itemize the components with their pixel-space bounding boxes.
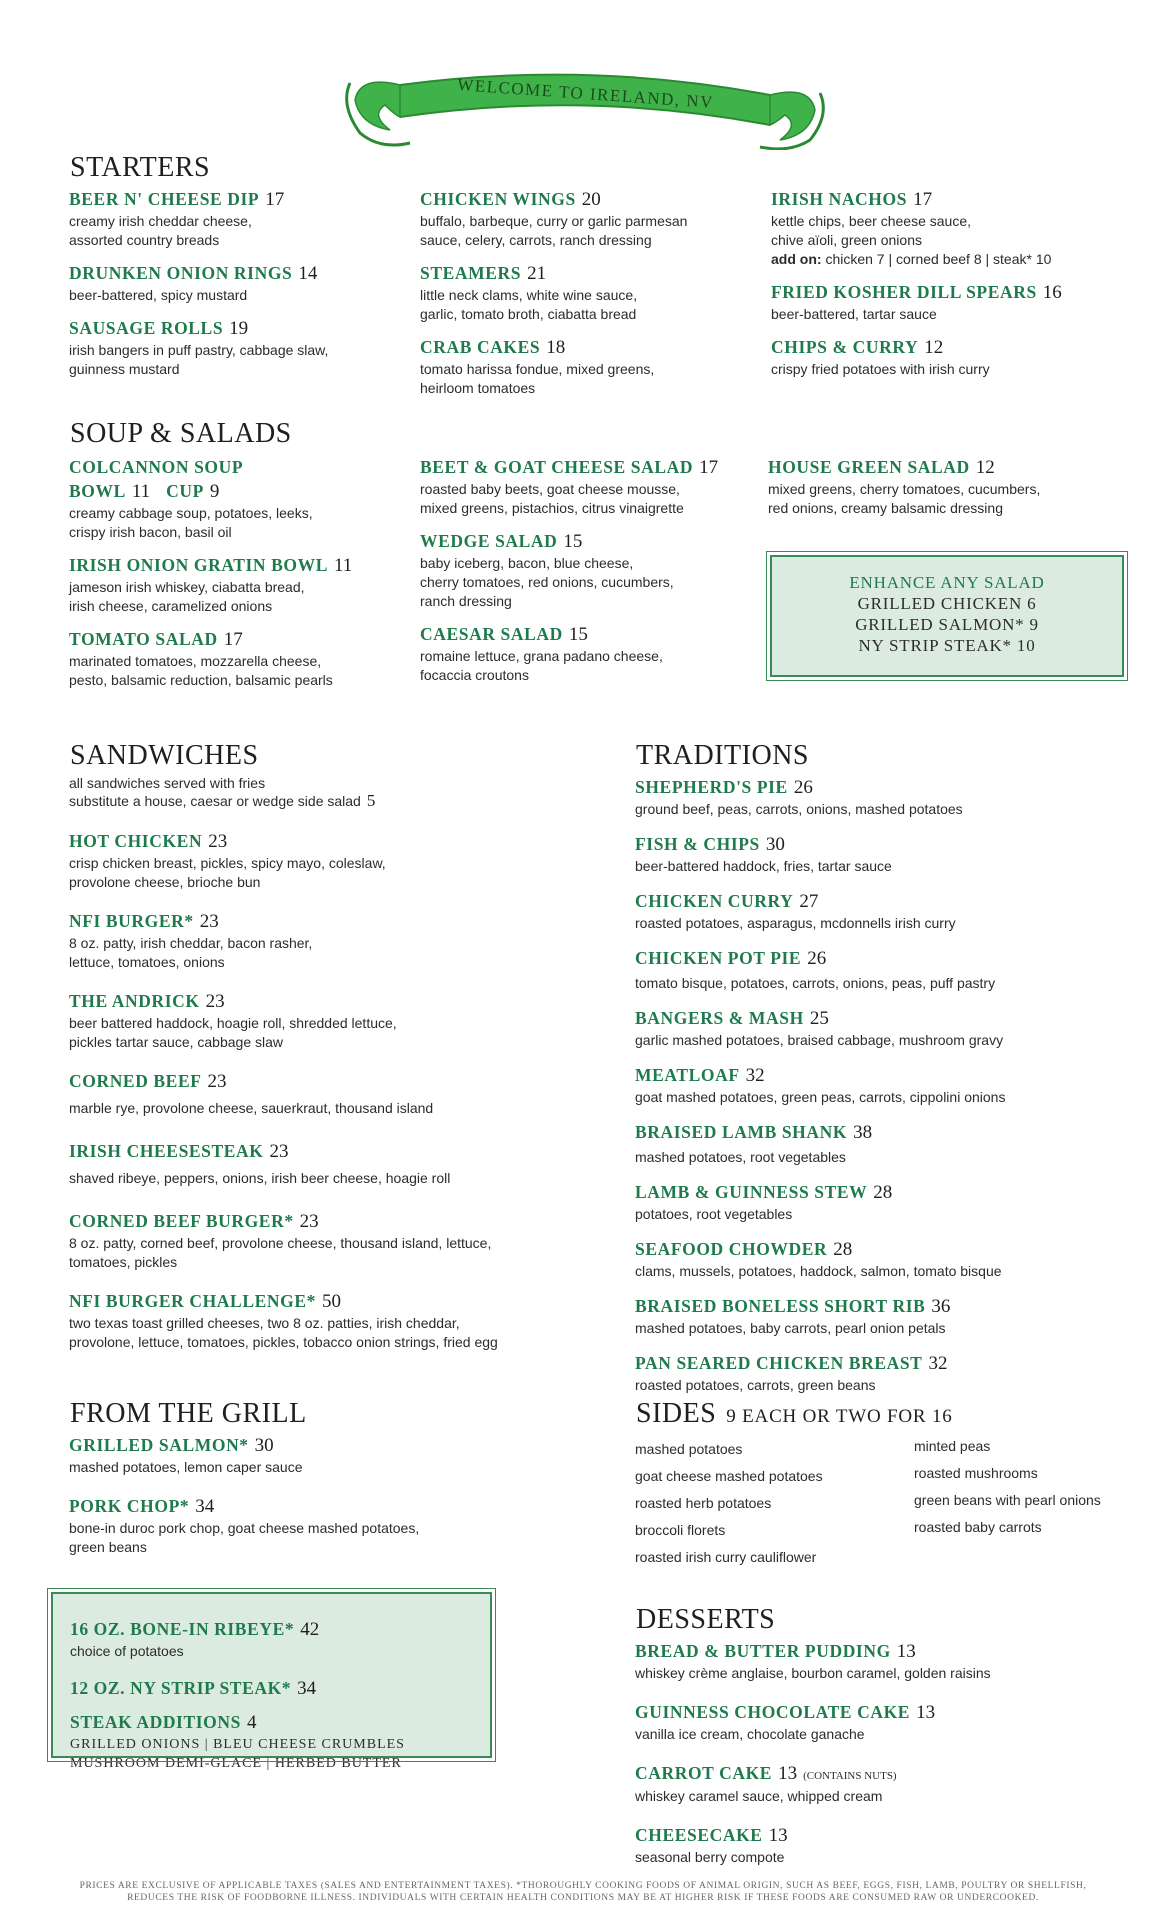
item-desc: goat mashed potatoes, green peas, carrots, cippolini onions — [635, 1089, 1006, 1105]
menu-item — [635, 947, 1135, 993]
menu-item — [635, 1640, 1135, 1683]
menu-item — [69, 628, 399, 690]
menu-item — [771, 336, 1131, 379]
item-name: BEER N' CHEESE DIP — [69, 189, 260, 209]
menu-item — [635, 1762, 1135, 1806]
menu-item — [69, 910, 589, 972]
side-item: mashed potatoes — [635, 1441, 743, 1457]
menu-item — [69, 262, 389, 305]
sandwiches-substitute-note: substitute a house, caesar or wedge side salad — [69, 793, 361, 809]
sandwiches-note: all sandwiches served with fries — [69, 775, 266, 791]
item-name: HOUSE GREEN SALAD — [768, 457, 970, 477]
item-price: 36 — [931, 1296, 951, 1317]
item-price: 17 — [699, 457, 719, 478]
item-desc: seasonal berry compote — [635, 1849, 785, 1865]
desserts-title: DESSERTS — [636, 1604, 776, 1635]
item-name: CORNED BEEF — [69, 1071, 202, 1091]
item-desc: cherry tomatoes, red onions, cucumbers, — [420, 574, 674, 590]
item-price: 26 — [793, 777, 813, 798]
item-price: 50 — [321, 1291, 341, 1312]
item-desc: whiskey caramel sauce, whipped cream — [635, 1788, 883, 1804]
item-name: NFI BURGER CHALLENGE* — [69, 1291, 316, 1311]
item-name: FISH & CHIPS — [635, 834, 760, 854]
strip-steak-price: 34 — [297, 1678, 317, 1699]
menu-item — [635, 1295, 1135, 1338]
welcome-banner — [340, 55, 830, 150]
item-name: BRAISED LAMB SHANK — [635, 1122, 848, 1142]
item-name: BEET & GOAT CHEESE SALAD — [420, 457, 694, 477]
sandwiches-list — [69, 830, 589, 1364]
item-desc: bone-in duroc pork chop, goat cheese mashed potatoes, — [69, 1520, 420, 1536]
item-price: 23 — [207, 1071, 227, 1092]
item-desc: beer-battered haddock, fries, tartar sauce — [635, 858, 892, 874]
item-desc: baby iceberg, bacon, blue cheese, — [420, 555, 634, 571]
item-price: 25 — [809, 1008, 829, 1029]
menu-item — [635, 1007, 1135, 1050]
sandwiches-title: SANDWICHES — [70, 740, 259, 771]
menu-item — [69, 317, 389, 379]
item-name: TOMATO SALAD — [69, 629, 218, 649]
menu-item — [635, 1064, 1135, 1107]
item-price: 16 — [1042, 282, 1062, 303]
item-name: HOT CHICKEN — [69, 831, 203, 851]
item-name: CORNED BEEF BURGER* — [69, 1211, 294, 1231]
item-name: GUINNESS CHOCOLATE CAKE — [635, 1702, 911, 1722]
item-desc: 8 oz. patty, irish cheddar, bacon rasher, — [69, 935, 313, 951]
item-price: 27 — [799, 891, 819, 912]
menu-item — [420, 336, 760, 398]
cup-price: 9 — [209, 481, 220, 502]
item-desc: romaine lettuce, grana padano cheese, — [420, 648, 663, 664]
item-desc: pesto, balsamic reduction, balsamic pearls — [69, 672, 333, 688]
soups-col-1 — [69, 456, 399, 702]
item-name: CRAB CAKES — [420, 337, 541, 357]
item-desc: little neck clams, white wine sauce, — [420, 287, 638, 303]
item-price: 15 — [563, 531, 583, 552]
menu-item — [69, 1495, 569, 1557]
item-desc: tomato harissa fondue, mixed greens, — [420, 361, 655, 377]
item-desc: provolone cheese, brioche bun — [69, 874, 261, 890]
item-desc: 8 oz. patty, corned beef, provolone cheese, thousand island, lettuce, — [69, 1235, 492, 1251]
item-name: SEAFOOD CHOWDER — [635, 1239, 828, 1259]
item-name: IRISH NACHOS — [771, 189, 908, 209]
soups-col-3 — [768, 456, 1128, 530]
enhance-option: NY STRIP STEAK* 10 — [858, 636, 1036, 655]
starters-col-3 — [771, 188, 1131, 391]
enhance-option: GRILLED SALMON* 9 — [855, 615, 1039, 634]
menu-item — [69, 1210, 589, 1272]
item-price: 28 — [873, 1182, 893, 1203]
sides-col-1 — [635, 1436, 885, 1571]
item-desc: mashed potatoes, baby carrots, pearl onion petals — [635, 1320, 946, 1336]
item-desc: whiskey crème anglaise, bourbon caramel, golden raisins — [635, 1665, 991, 1681]
item-desc: creamy irish cheddar cheese, — [69, 213, 252, 229]
steak-additions-name: STEAK ADDITIONS — [70, 1712, 241, 1732]
starters-col-2 — [420, 188, 760, 410]
contains-nuts-note: (CONTAINS NUTS) — [803, 1770, 897, 1782]
item-desc: mixed greens, cherry tomatoes, cucumbers, — [768, 481, 1041, 497]
menu-item — [69, 1290, 589, 1352]
item-price: 13 — [778, 1763, 798, 1784]
item-name: IRISH ONION GRATIN BOWL — [69, 555, 329, 575]
item-price: 23 — [205, 991, 225, 1012]
menu-item — [635, 1238, 1135, 1281]
menu-item — [420, 623, 760, 685]
item-price: 23 — [299, 1211, 319, 1232]
menu-item — [635, 1824, 1135, 1867]
item-name: BREAD & BUTTER PUDDING — [635, 1641, 891, 1661]
grill-list — [69, 1434, 569, 1569]
item-desc: tomatoes, pickles — [69, 1254, 178, 1270]
side-item: minted peas — [914, 1438, 991, 1454]
item-name: GRILLED SALMON* — [69, 1435, 249, 1455]
item-desc: potatoes, root vegetables — [635, 1206, 793, 1222]
starters-col-1 — [69, 188, 389, 391]
item-price: 30 — [254, 1435, 274, 1456]
item-name: CHIPS & CURRY — [771, 337, 919, 357]
sides-heading — [636, 1398, 953, 1430]
item-price: 15 — [568, 624, 588, 645]
item-desc: kettle chips, beer cheese sauce, — [771, 213, 972, 229]
item-name: BANGERS & MASH — [635, 1008, 804, 1028]
ribeye-price: 42 — [300, 1619, 320, 1640]
item-name: CAESAR SALAD — [420, 624, 563, 644]
footer-line: PRICES ARE EXCLUSIVE OF APPLICABLE TAXES (SALES AND ENTERTAINMENT TAXES). *THOROUGHLY COOKING FOODS OF ANIMAL ORIGIN, SUCH AS BEEF, EGGS, FISH, LAMB, POULTRY OR SHELLFISH, — [79, 1881, 1087, 1891]
item-desc: guinness mustard — [69, 361, 180, 377]
sides-title: SIDES — [636, 1398, 717, 1429]
item-price: 18 — [546, 337, 566, 358]
item-name: THE ANDRICK — [69, 991, 200, 1011]
ribeye-name: 16 OZ. BONE-IN RIBEYE* — [70, 1619, 295, 1639]
item-price: 32 — [745, 1065, 765, 1086]
side-item: roasted mushrooms — [914, 1465, 1038, 1481]
menu-item — [69, 456, 399, 542]
menu-item — [635, 1121, 1135, 1167]
menu-item — [635, 1181, 1135, 1224]
item-desc: crisp chicken breast, pickles, spicy mayo, coleslaw, — [69, 855, 386, 871]
item-desc: mashed potatoes, root vegetables — [635, 1149, 846, 1165]
item-desc: mixed greens, pistachios, citrus vinaigrette — [420, 500, 684, 516]
item-desc: buffalo, barbeque, curry or garlic parmesan — [420, 213, 688, 229]
sides-subtitle: 9 EACH OR TWO FOR 16 — [726, 1406, 953, 1427]
footer-disclaimer — [60, 1880, 1106, 1904]
item-desc: crispy fried potatoes with irish curry — [771, 361, 990, 377]
soups-title: SOUP & SALADS — [70, 418, 292, 449]
item-price: 13 — [896, 1641, 916, 1662]
side-item: roasted baby carrots — [914, 1519, 1042, 1535]
item-desc: vanilla ice cream, chocolate ganache — [635, 1726, 865, 1742]
menu-item — [69, 990, 589, 1052]
item-price: 34 — [195, 1496, 215, 1517]
item-desc: garlic mashed potatoes, braised cabbage, mushroom gravy — [635, 1032, 1004, 1048]
menu-item — [420, 188, 760, 250]
item-desc: jameson irish whiskey, ciabatta bread, — [69, 579, 305, 595]
item-desc: crispy irish bacon, basil oil — [69, 524, 232, 540]
item-name: MEATLOAF — [635, 1065, 740, 1085]
item-price: 20 — [581, 189, 601, 210]
item-price: 23 — [208, 831, 228, 852]
traditions-list — [635, 776, 1135, 1407]
traditions-title: TRADITIONS — [636, 740, 809, 771]
item-price: 17 — [913, 189, 933, 210]
substitute-price: 5 — [366, 791, 376, 810]
menu-item — [420, 530, 760, 611]
item-desc: two texas toast grilled cheeses, two 8 oz. patties, irish cheddar, — [69, 1315, 460, 1331]
item-name: LAMB & GUINNESS STEW — [635, 1182, 868, 1202]
item-desc: sauce, celery, carrots, ranch dressing — [420, 232, 652, 248]
item-desc: ground beef, peas, carrots, onions, mashed potatoes — [635, 801, 963, 817]
item-price: 19 — [229, 318, 249, 339]
steak-additions-line: GRILLED ONIONS | BLEU CHEESE CRUMBLES — [70, 1737, 405, 1752]
enhance-title: ENHANCE ANY SALAD — [849, 573, 1045, 592]
item-desc: red onions, creamy balsamic dressing — [768, 500, 1003, 516]
item-desc: garlic, tomato broth, ciabatta bread — [420, 306, 637, 322]
item-name: FRIED KOSHER DILL SPEARS — [771, 282, 1037, 302]
item-desc: marinated tomatoes, mozzarella cheese, — [69, 653, 322, 669]
menu-item — [771, 188, 1131, 269]
item-desc: marble rye, provolone cheese, sauerkraut, thousand island — [69, 1100, 434, 1116]
item-price: 23 — [269, 1141, 289, 1162]
menu-item — [771, 281, 1131, 324]
side-item: roasted irish curry cauliflower — [635, 1549, 817, 1565]
item-price: 13 — [916, 1702, 936, 1723]
menu-item — [69, 554, 399, 616]
item-name: PORK CHOP* — [69, 1496, 190, 1516]
menu-item — [635, 1701, 1135, 1744]
bowl-price: 11 — [131, 481, 151, 502]
item-name: CHEESECAKE — [635, 1825, 763, 1845]
item-name: CHICKEN CURRY — [635, 891, 794, 911]
item-price: 26 — [807, 948, 827, 969]
menu-item — [768, 456, 1128, 518]
side-item: goat cheese mashed potatoes — [635, 1468, 823, 1484]
menu-item — [69, 830, 589, 892]
enhance-salad-box — [770, 555, 1124, 677]
item-desc: focaccia croutons — [420, 667, 529, 683]
item-desc: beer-battered, spicy mustard — [69, 287, 248, 303]
item-price: 28 — [833, 1239, 853, 1260]
item-name: WEDGE SALAD — [420, 531, 558, 551]
steak-additions-price: 4 — [246, 1712, 257, 1733]
item-desc: shaved ribeye, peppers, onions, irish beer cheese, hoagie roll — [69, 1170, 451, 1186]
item-name: SAUSAGE ROLLS — [69, 318, 224, 338]
menu-item — [635, 776, 1135, 819]
item-price: 23 — [199, 911, 219, 932]
bowl-label: BOWL — [69, 481, 126, 501]
item-price: 21 — [527, 263, 547, 284]
item-price: 17 — [223, 629, 243, 650]
item-price: 30 — [765, 834, 785, 855]
enhance-option: GRILLED CHICKEN 6 — [857, 594, 1037, 613]
item-name: SHEPHERD'S PIE — [635, 777, 788, 797]
side-item: roasted herb potatoes — [635, 1495, 772, 1511]
item-desc: beer-battered, tartar sauce — [771, 306, 937, 322]
item-price: 13 — [768, 1825, 788, 1846]
addon-label: add on: — [771, 251, 822, 267]
steak-box — [51, 1592, 492, 1771]
footer-line: REDUCES THE RISK OF FOODBORNE ILLNESS. INDIVIDUALS WITH CERTAIN HEALTH CONDITIONS MAY BE AT HIGHER RISK IF THESE FOODS ARE CONSUMED RAW OR UNDERCOOKED. — [127, 1893, 1039, 1903]
menu-item — [420, 262, 760, 324]
item-name: BRAISED BONELESS SHORT RIB — [635, 1296, 926, 1316]
item-desc: assorted country breads — [69, 232, 220, 248]
item-desc: heirloom tomatoes — [420, 380, 536, 396]
addon-text: chicken 7 | corned beef 8 | steak* 10 — [825, 251, 1052, 267]
item-price: 12 — [924, 337, 944, 358]
menu-item — [69, 1434, 569, 1477]
menu-item — [635, 833, 1135, 876]
item-desc: roasted potatoes, carrots, green beans — [635, 1377, 876, 1393]
menu-item — [635, 890, 1135, 933]
item-price: 38 — [853, 1122, 873, 1143]
steak-additions-line: MUSHROOM DEMI-GLACE | HERBED BUTTER — [70, 1756, 402, 1771]
item-name: CHICKEN WINGS — [420, 189, 576, 209]
item-name: CHICKEN POT PIE — [635, 948, 802, 968]
menu-item — [420, 456, 760, 518]
item-name: DRUNKEN ONION RINGS — [69, 263, 293, 283]
menu-item — [635, 1352, 1135, 1395]
item-desc: mashed potatoes, lemon caper sauce — [69, 1459, 303, 1475]
grill-title: FROM THE GRILL — [70, 1398, 307, 1429]
soups-col-2 — [420, 456, 760, 697]
item-desc: green beans — [69, 1539, 147, 1555]
item-desc: chive aïoli, green onions — [771, 232, 922, 248]
item-price: 12 — [975, 457, 995, 478]
item-desc: irish cheese, caramelized onions — [69, 598, 273, 614]
item-name: IRISH CHEESESTEAK — [69, 1141, 264, 1161]
item-name: PAN SEARED CHICKEN BREAST — [635, 1353, 923, 1373]
menu-item — [69, 188, 389, 250]
item-desc: pickles tartar sauce, cabbage slaw — [69, 1034, 283, 1050]
side-item: broccoli florets — [635, 1522, 726, 1538]
item-name: COLCANNON SOUP — [69, 457, 244, 477]
item-price: 17 — [265, 189, 285, 210]
ribeye-desc: choice of potatoes — [70, 1643, 184, 1659]
item-desc: ranch dressing — [420, 593, 512, 609]
menu-item — [69, 1140, 589, 1188]
sides-col-2 — [914, 1433, 1154, 1541]
item-desc: creamy cabbage soup, potatoes, leeks, — [69, 505, 313, 521]
item-desc: provolone, lettuce, tomatoes, pickles, tobacco onion strings, fried egg — [69, 1334, 498, 1350]
strip-steak-name: 12 OZ. NY STRIP STEAK* — [70, 1678, 292, 1698]
item-desc: irish bangers in puff pastry, cabbage slaw, — [69, 342, 329, 358]
item-desc: clams, mussels, potatoes, haddock, salmon, tomato bisque — [635, 1263, 1002, 1279]
item-price: 11 — [334, 555, 353, 576]
item-price: 32 — [928, 1353, 948, 1374]
addon-line — [771, 250, 1131, 269]
item-name: CARROT CAKE — [635, 1763, 773, 1783]
item-desc: beer battered haddock, hoagie roll, shredded lettuce, — [69, 1015, 397, 1031]
item-price: 14 — [298, 263, 318, 284]
side-item: green beans with pearl onions — [914, 1492, 1101, 1508]
banner-text: WELCOME TO IRELAND, NV — [456, 75, 715, 112]
menu-item — [69, 1070, 589, 1118]
item-name: STEAMERS — [420, 263, 522, 283]
sandwiches-subtitle — [69, 774, 589, 810]
item-desc: roasted baby beets, goat cheese mousse, — [420, 481, 680, 497]
item-desc: roasted potatoes, asparagus, mcdonnells irish curry — [635, 915, 956, 931]
starters-title: STARTERS — [70, 152, 211, 183]
item-desc: lettuce, tomatoes, onions — [69, 954, 225, 970]
cup-label: CUP — [166, 481, 204, 501]
item-desc: tomato bisque, potatoes, carrots, onions, peas, puff pastry — [635, 975, 996, 991]
item-name: NFI BURGER* — [69, 911, 194, 931]
desserts-list — [635, 1640, 1135, 1879]
